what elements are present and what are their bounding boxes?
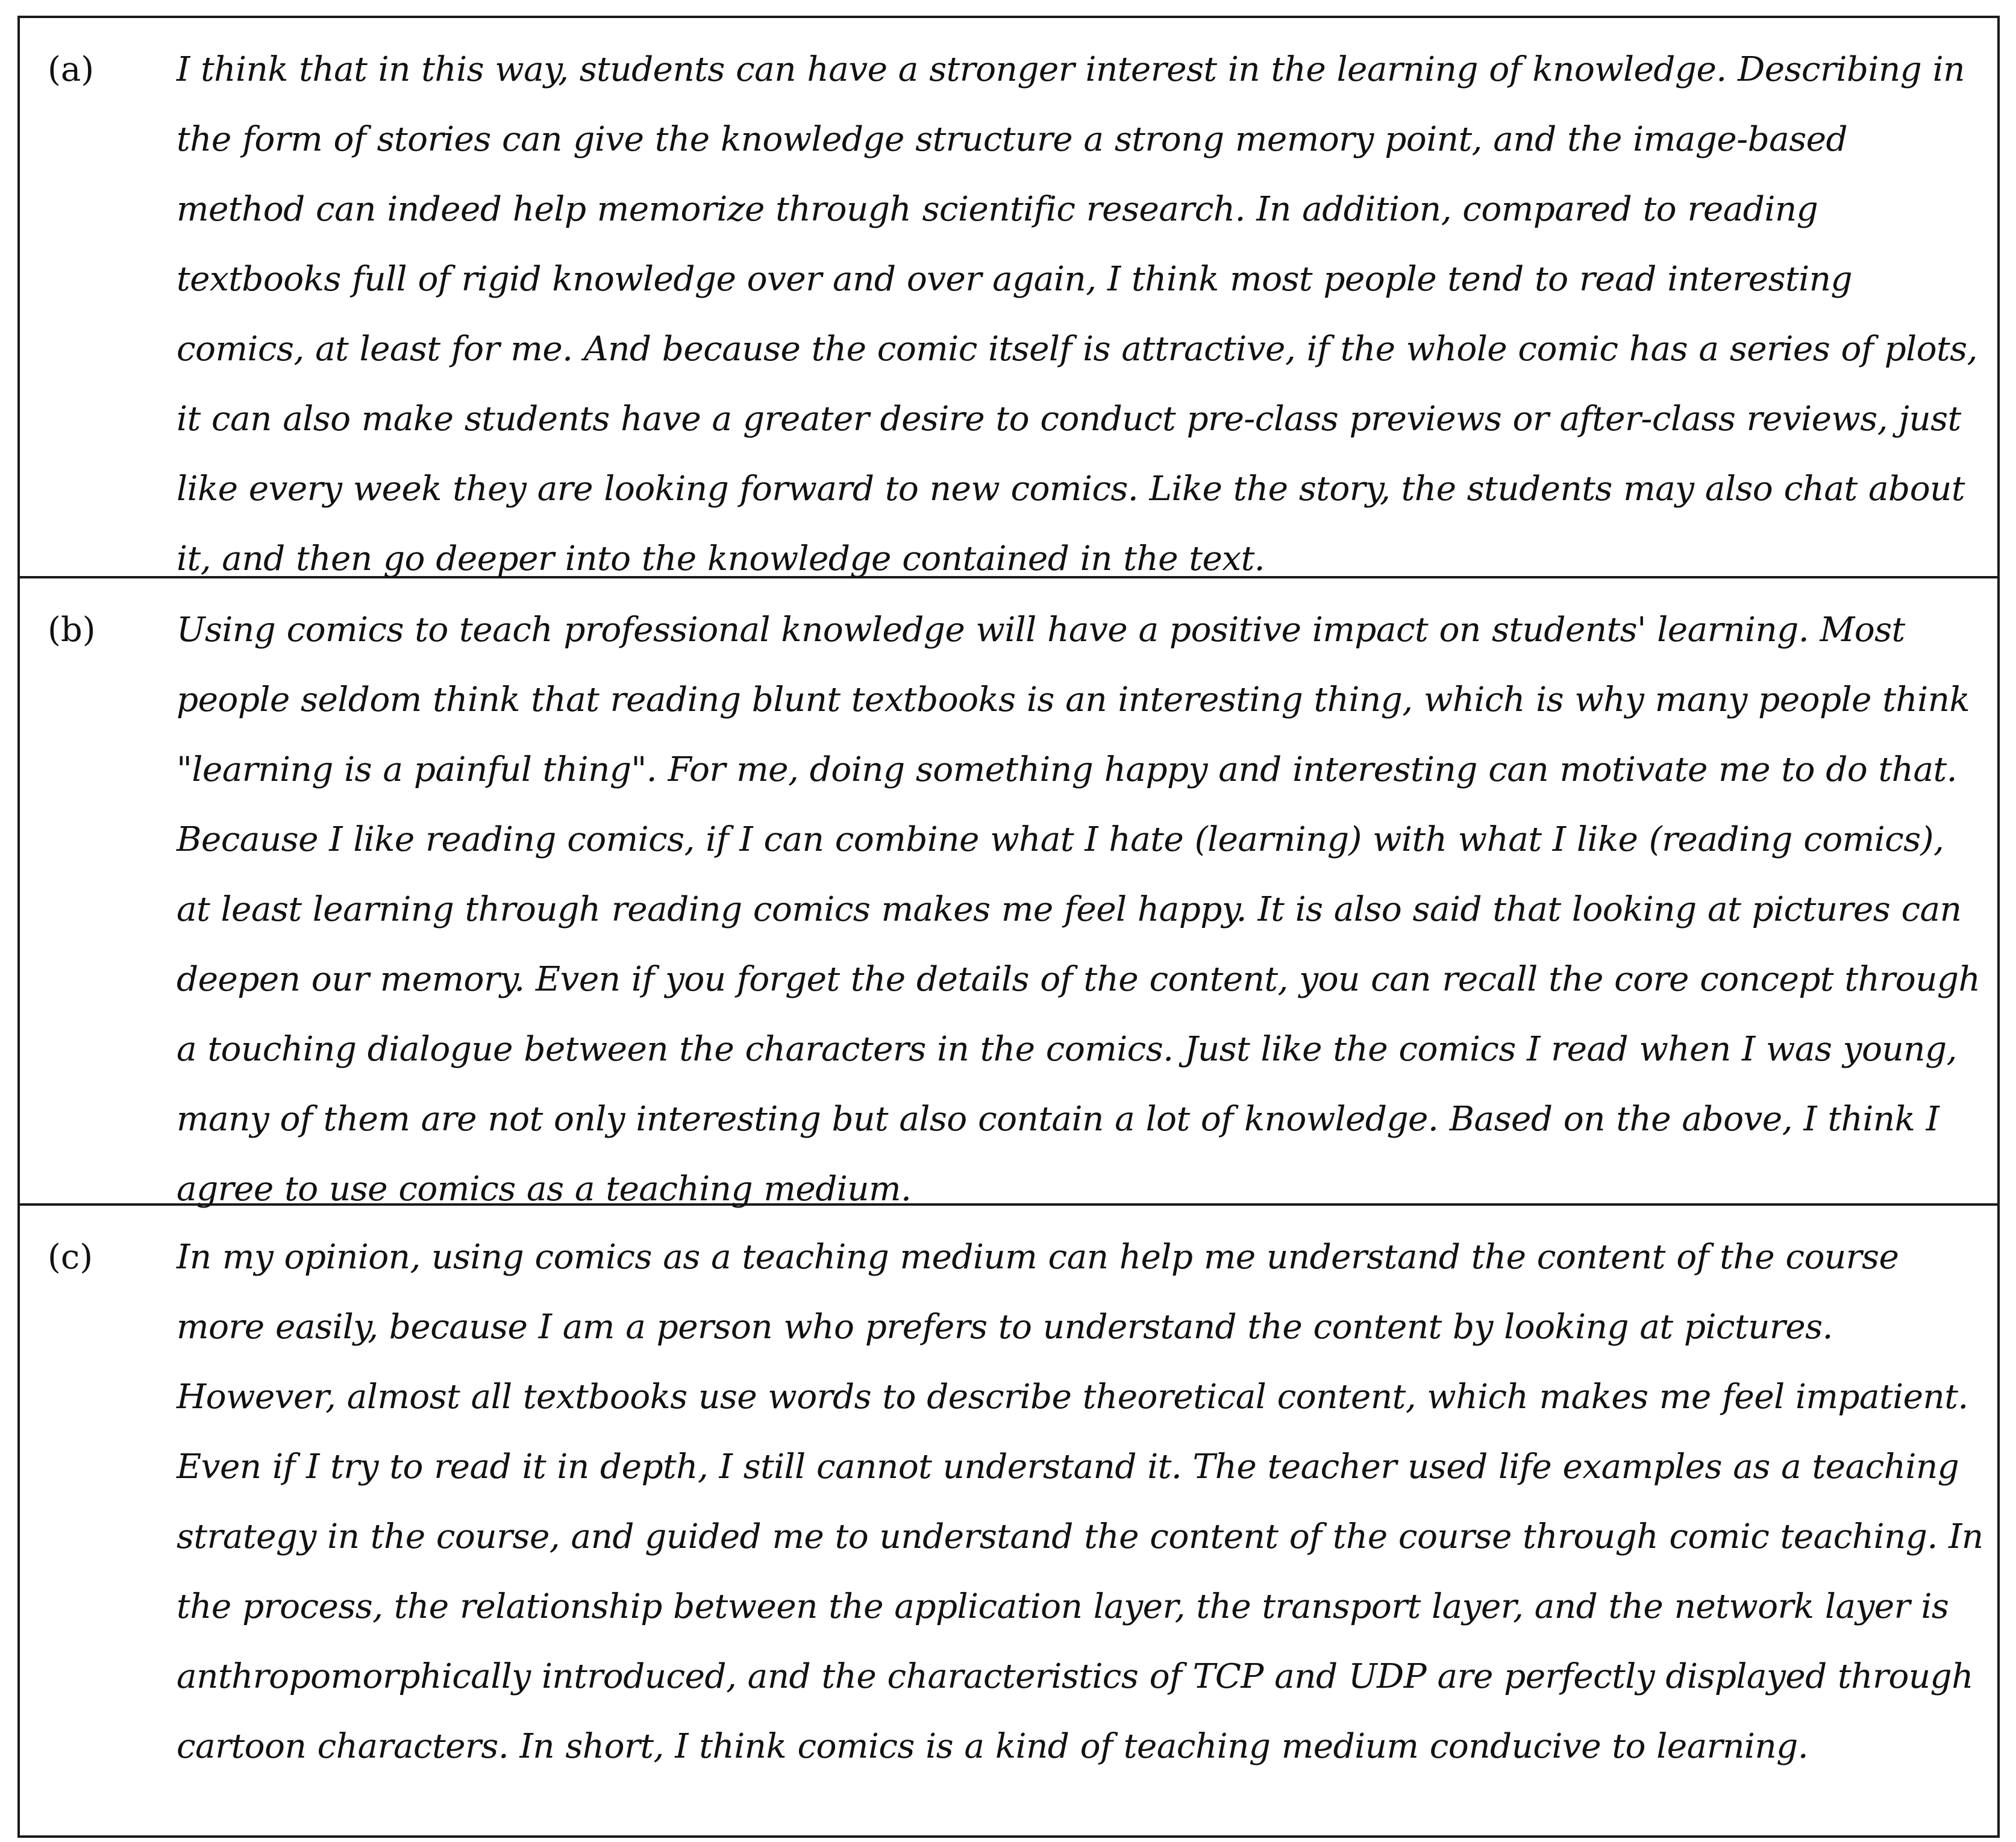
quote-row-a <box>20 18 1997 578</box>
quote-text: Using comics to teach professional knowledge will have a positive impact on students' learning. Most people seldom think that reading blunt textbooks is an interesting thing, which is why many people think "learning is a painful thing". For me, doing something happy and interesting can motivate me to do that. Because I like reading comics, if I can combine what I hate (learning) with what I like (reading comics), at least learning through reading comics makes me feel happy. It is also said that looking at pictures can deepen our memory. Even if you forget the details of the content, you can recall the core concept through a touching dialogue between the characters in the comics. Just like the comics I read when I was young, many of them are not only interesting but also contain a lot of knowledge. Based on the above, I think I agree to use comics as a teaching medium. <box>177 610 1980 1209</box>
quote-row-b <box>20 578 1997 1209</box>
quotes-table <box>17 16 2000 1838</box>
row-label: (c) <box>48 1238 93 1277</box>
quote-text: In my opinion, using comics as a teaching medium can help me understand the content of the course more easily, because I am a person who prefers to understand the content by looking at pictures. However, almost all textbooks use words to describe theoretical content, which makes me feel impatient. Even if I try to read it in depth, I still cannot understand it. The teacher used life examples as a teaching strategy in the course, and guided me to understand the content of the course through comic teaching. In the process, the relationship between the application layer, the transport layer, and the network layer is anthropomorphically introduced, and the characteristics of TCP and UDP are perfectly displayed through cartoon characters. In short, I think comics is a kind of teaching medium conducive to learning. <box>177 1238 1983 1766</box>
row-label: (a) <box>48 50 95 89</box>
row-label: (b) <box>48 610 96 650</box>
quote-text: I think that in this way, students can have a stronger interest in the learning of knowledge. Describing in the form of stories can give the knowledge structure a strong memory point, and the image-based method can indeed help memorize through scientific research. In addition, compared to reading textbooks full of rigid knowledge over and over again, I think most people tend to read interesting comics, at least for me. And because the comic itself is attractive, if the whole comic has a series of plots, it can also make students have a greater desire to conduct pre-class previews or after-class reviews, just like every week they are looking forward to new comics. Like the story, the students may also chat about it, and then go deeper into the knowledge contained in the text. <box>177 50 1977 578</box>
quote-row-c <box>20 1206 1997 1835</box>
